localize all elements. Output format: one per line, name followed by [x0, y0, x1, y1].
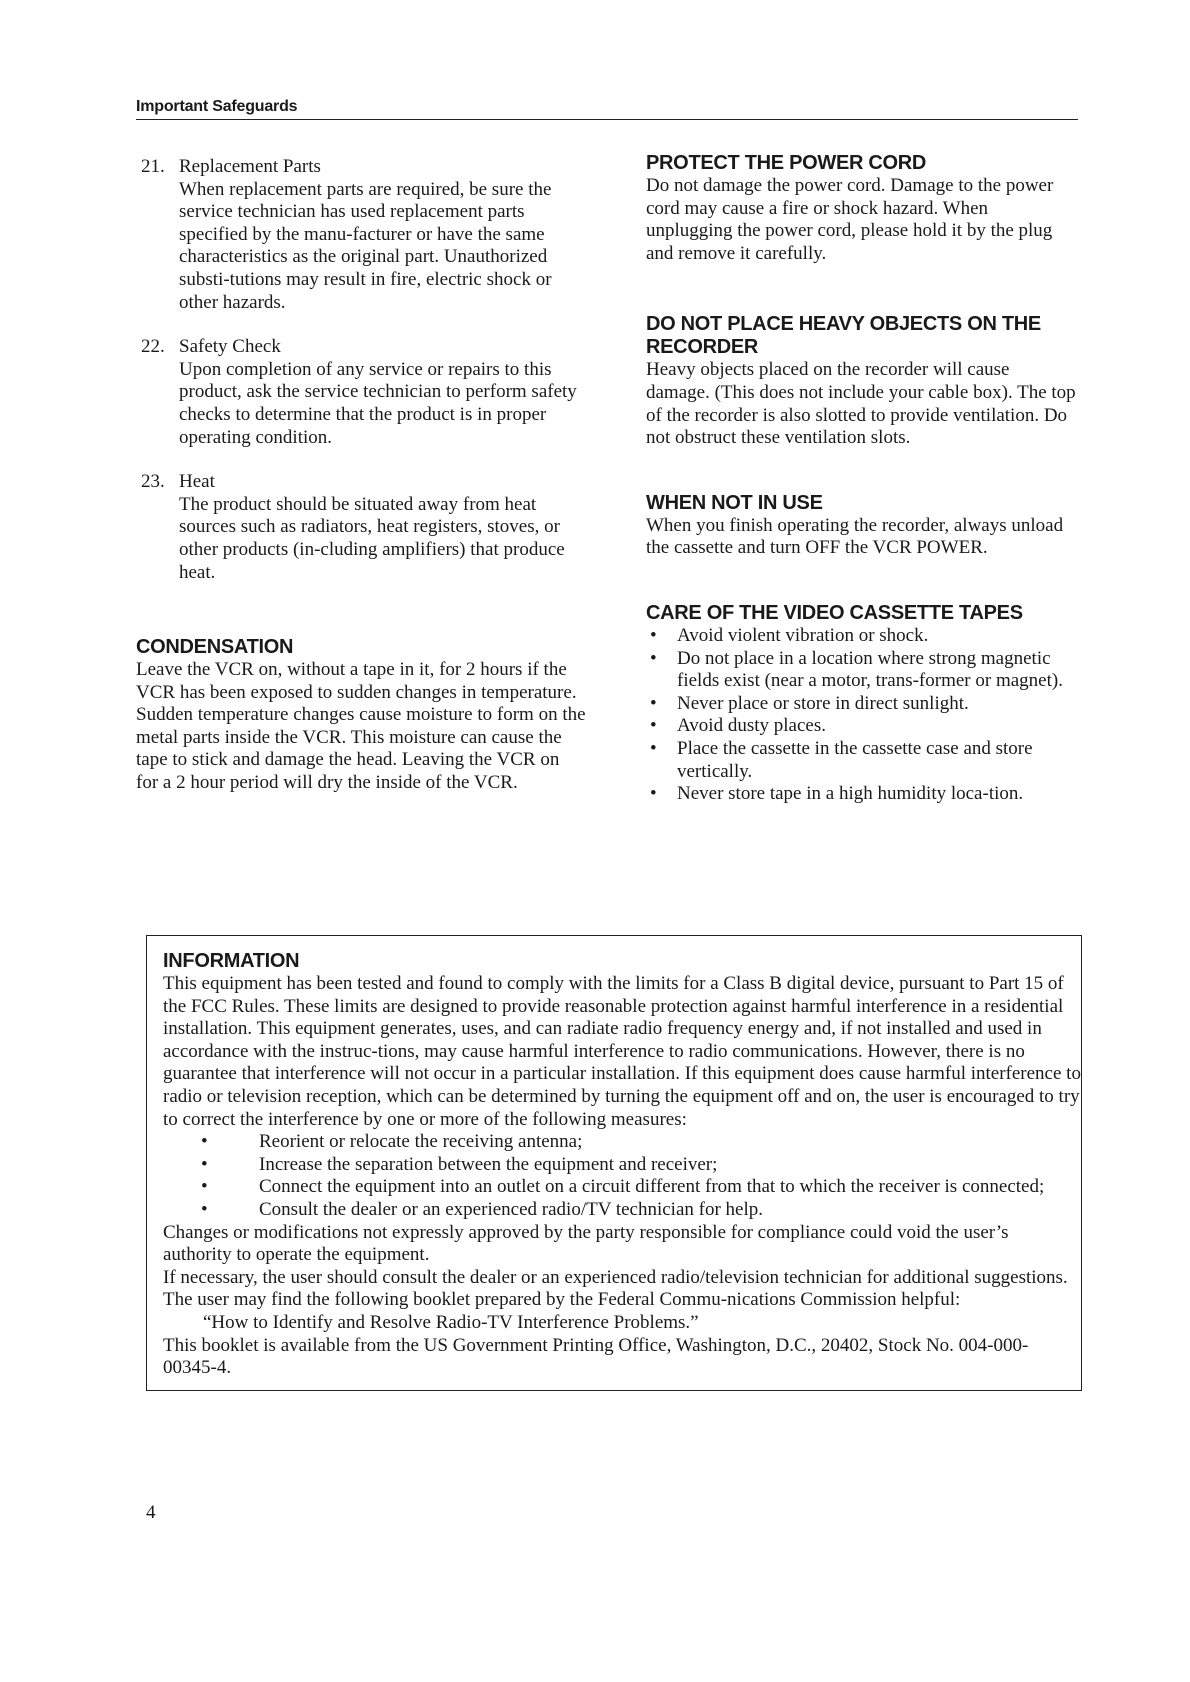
bullet-dot: •: [650, 737, 657, 759]
heavy-objects-section: [646, 313, 1078, 449]
list-item: • Place the cassette in the cassette case and store vertically.: [650, 737, 1033, 782]
protect-cord-heading: PROTECT THE POWER CORD: [646, 152, 927, 174]
condensation-section: [136, 636, 586, 795]
bullet-dot: •: [201, 1176, 208, 1198]
bullet-dot: •: [650, 715, 657, 737]
bullet-dot: •: [201, 1131, 208, 1153]
tape-care-list: [646, 625, 1078, 806]
right-column: [646, 152, 1078, 806]
information-heading: INFORMATION: [163, 950, 300, 972]
not-in-use-section: [646, 492, 1078, 560]
heavy-objects-heading: DO NOT PLACE HEAVY OBJECTS ON THE RECORDER: [646, 313, 1041, 359]
item-number: 22.: [141, 336, 165, 358]
bullet-dot: •: [650, 624, 657, 646]
left-column: [136, 156, 586, 795]
condensation-body: Leave the VCR on, without a tape in it, for 2 hours if the VCR has been exposed to sudden changes in temperature. Sudden temperature changes cause moisture to form on the metal parts inside the VCR. This moisture can cause the tape to stick and damage the head. Leaving the VCR on for a 2 hour period will dry the inside of the VCR.: [136, 659, 586, 794]
heavy-objects-body: Heavy objects placed on the recorder will cause damage. (This does not include your cable box). The top of the recorder is also slotted to provide ventilation. Do not obstruct these ventilation slots.: [646, 359, 1076, 449]
information-changes: Changes or modifications not expressly approved by the party responsible for compliance could void the user’s authority to operate the equipment.: [163, 1221, 1009, 1266]
information-booklet-title: “How to Identify and Resolve Radio-TV Interference Problems.”: [203, 1311, 699, 1333]
safeguard-item-21: [136, 156, 586, 314]
information-availability: This booklet is available from the US Government Printing Office, Washington, D.C., 20402, Stock No. 004-000-00345-4.: [163, 1334, 1029, 1379]
list-item: • Never store tape in a high humidity loca-tion.: [650, 783, 1024, 805]
item-title: Safety Check: [179, 336, 281, 358]
tape-care-section: [646, 602, 1078, 806]
safeguard-item-22: [136, 336, 586, 449]
not-in-use-heading: WHEN NOT IN USE: [646, 491, 823, 514]
list-item: • Connect the equipment into an outlet on a circuit different from that to which the receiver is connected;: [201, 1176, 1045, 1198]
page-header-title: Important Safeguards: [136, 98, 298, 115]
bullet-dot: •: [201, 1198, 208, 1220]
list-item: • Reorient or relocate the receiving antenna;: [201, 1131, 583, 1153]
information-intro: This equipment has been tested and found to comply with the limits for a Class B digital device, pursuant to Part 15 of the FCC Rules. These limits are designed to provide reasonable protection against harmful interference in a residential installation. This equipment generates, uses, and can radiate radio frequency energy and, if not installed and used in accordance with the instruc-tions, may cause harmful interference to radio communications. However, there is no guarantee that interference will not occur in a particular installation. If this equipment does cause harmful interference to radio or television reception, which can be determined by turning the equipment off and on, the user is encouraged to try to correct the interference by one or more of the following measures:: [163, 973, 1081, 1130]
bullet-dot: •: [650, 692, 657, 714]
header-rule: [136, 119, 1078, 120]
list-item: • Consult the dealer or an experienced radio/TV technician for help.: [201, 1198, 764, 1220]
tape-care-heading: CARE OF THE VIDEO CASSETTE TAPES: [646, 601, 1023, 624]
item-body: The product should be situated away from heat sources such as radiators, heat registers, stoves, or other products (in-cluding amplifiers) that produce heat.: [179, 493, 565, 583]
list-item: • Never place or store in direct sunlight.: [650, 692, 969, 714]
bullet-dot: •: [201, 1153, 208, 1175]
protect-cord-body: Do not damage the power cord. Damage to the power cord may cause a fire or shock hazard. When unplugging the power cord, please hold it by the plug and remove it carefully.: [646, 175, 1054, 264]
condensation-heading: CONDENSATION: [136, 636, 294, 659]
list-item: • Increase the separation between the equipment and receiver;: [201, 1153, 718, 1175]
item-title: Heat: [179, 471, 215, 493]
information-box: [146, 935, 1082, 1391]
item-number: 21.: [141, 156, 165, 177]
item-number: 23.: [141, 471, 165, 493]
list-item: • Do not place in a location where strong magnetic fields exist (near a motor, trans-former or magnet).: [650, 647, 1063, 692]
list-item: • Avoid dusty places.: [650, 715, 826, 737]
list-item: • Avoid violent vibration or shock.: [650, 624, 929, 646]
item-body: Upon completion of any service or repairs to this product, ask the service technician to perform safety checks to determine that the product is in proper operating condition.: [179, 358, 577, 448]
item-title: Replacement Parts: [179, 156, 321, 177]
bullet-dot: •: [650, 647, 657, 669]
protect-cord-section: [646, 152, 1078, 265]
not-in-use-body: When you finish operating the recorder, always unload the cassette and turn OFF the VCR POWER.: [646, 514, 1064, 559]
bullet-dot: •: [650, 783, 657, 805]
information-consult: If necessary, the user should consult the dealer or an experienced radio/television technician for additional suggestions. The user may find the following booklet prepared by the Federal Commu-nications Commission helpful:: [163, 1266, 1068, 1311]
safeguard-item-23: [136, 471, 586, 584]
page-number: 4: [146, 1502, 156, 1523]
item-body: When replacement parts are required, be sure the service technician has used replacement parts specified by the manu-facturer or have the same characteristics as the original part. Unauthorized substi-tutions may result in fire, electric shock or other hazards.: [179, 178, 552, 313]
information-measures-list: [163, 1131, 1081, 1221]
